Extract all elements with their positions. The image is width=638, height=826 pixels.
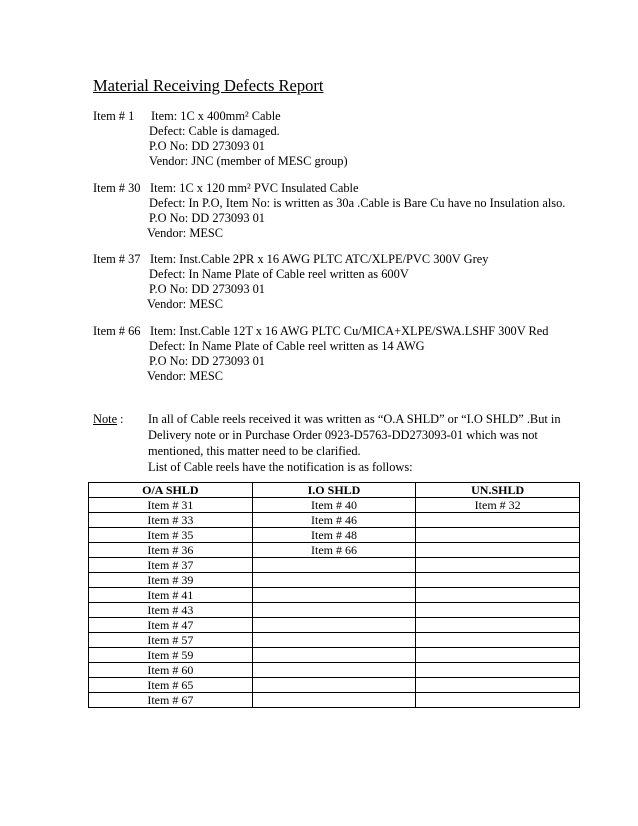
item-defect: Defect: In Name Plate of Cable reel written as 14 AWG: [149, 339, 425, 353]
table-cell: Item # 31: [89, 498, 253, 513]
table-row: [89, 528, 580, 543]
item-number: Item # 30: [93, 181, 141, 195]
table-cell: [416, 558, 580, 573]
page-title: Material Receiving Defects Report: [93, 76, 324, 95]
table-cell: Item # 40: [252, 498, 416, 513]
table-row: [89, 513, 580, 528]
item-po: P.O No: DD 273093 01: [149, 139, 265, 153]
note-line: List of Cable reels have the notification is as follows:: [148, 460, 413, 474]
item-description: Item: Inst.Cable 2PR x 16 AWG PLTC ATC/XLPE/PVC 300V Grey: [150, 252, 489, 266]
table-cell: Item # 37: [89, 558, 253, 573]
table-cell: Item # 46: [252, 513, 416, 528]
table-cell: Item # 60: [89, 663, 253, 678]
item-po: P.O No: DD 273093 01: [149, 354, 265, 368]
note-colon: :: [120, 412, 124, 426]
table-cell: Item # 41: [89, 588, 253, 603]
item-vendor: Vendor: MESC: [147, 369, 224, 383]
table-cell: [252, 648, 416, 663]
table-cell: [416, 603, 580, 618]
table-cell: Item # 39: [89, 573, 253, 588]
table-cell: [416, 588, 580, 603]
table-cell: [252, 693, 416, 708]
item-number: Item # 66: [93, 324, 141, 338]
item-defect: Defect: Cable is damaged.: [149, 124, 280, 138]
table-body: [89, 498, 580, 708]
item-number: Item # 37: [93, 252, 141, 266]
table-row: [89, 603, 580, 618]
table-row: [89, 558, 580, 573]
table-cell: [252, 663, 416, 678]
item-defect: Defect: In P.O, Item No: is written as 30a .Cable is Bare Cu have no Insulation also.: [149, 196, 566, 210]
table-cell: Item # 65: [89, 678, 253, 693]
table-cell: [252, 633, 416, 648]
item-description: Item: 1C x 400mm² Cable: [151, 109, 281, 123]
table-cell: Item # 35: [89, 528, 253, 543]
table-row: [89, 678, 580, 693]
table-cell: Item # 36: [89, 543, 253, 558]
table-cell: Item # 43: [89, 603, 253, 618]
table-row: [89, 618, 580, 633]
table-cell: [252, 603, 416, 618]
table-row: [89, 648, 580, 663]
table-cell: [416, 633, 580, 648]
item-po: P.O No: DD 273093 01: [149, 282, 265, 296]
column-header-oa-shld: O/A SHLD: [89, 483, 253, 498]
item-description: Item: 1C x 120 mm² PVC Insulated Cable: [150, 181, 359, 195]
table-row: [89, 498, 580, 513]
table-cell: Item # 33: [89, 513, 253, 528]
note-text: [148, 411, 588, 475]
note-line: mentioned, this matter need to be clarified.: [148, 444, 361, 458]
table-row: [89, 693, 580, 708]
table-cell: Item # 32: [416, 498, 580, 513]
table-row: [89, 543, 580, 558]
table-cell: Item # 48: [252, 528, 416, 543]
table-cell: [416, 573, 580, 588]
table-cell: Item # 47: [89, 618, 253, 633]
note-line: Delivery note or in Purchase Order 0923-D5763-DD273093-01 which was not: [148, 428, 538, 442]
table-cell: [416, 528, 580, 543]
table-cell: [416, 678, 580, 693]
table-row: [89, 573, 580, 588]
table-cell: [252, 678, 416, 693]
table-cell: [416, 543, 580, 558]
item-number: Item # 1: [93, 109, 135, 123]
item-po: P.O No: DD 273093 01: [149, 211, 265, 225]
note-label: Note: [93, 412, 118, 426]
table-cell: Item # 66: [252, 543, 416, 558]
table-cell: [416, 618, 580, 633]
table-cell: [416, 693, 580, 708]
table-row: [89, 663, 580, 678]
item-defect: Defect: In Name Plate of Cable reel written as 600V: [149, 267, 409, 281]
item-vendor: Vendor: MESC: [147, 297, 224, 311]
table-cell: Item # 59: [89, 648, 253, 663]
item-vendor: Vendor: MESC: [147, 226, 224, 240]
cable-reels-table: [88, 482, 580, 708]
table-cell: [416, 513, 580, 528]
table-cell: [252, 558, 416, 573]
table-cell: Item # 57: [89, 633, 253, 648]
table-cell: [252, 618, 416, 633]
table-cell: [416, 663, 580, 678]
note-line: In all of Cable reels received it was written as “O.A SHLD” or “I.O SHLD” .But in: [148, 412, 561, 426]
table-row: [89, 588, 580, 603]
table-cell: [416, 648, 580, 663]
table-row: [89, 633, 580, 648]
column-header-io-shld: I.O SHLD: [252, 483, 416, 498]
table-cell: [252, 573, 416, 588]
table-header-row: [89, 483, 580, 498]
table-cell: Item # 67: [89, 693, 253, 708]
table-cell: [252, 588, 416, 603]
item-description: Item: Inst.Cable 12T x 16 AWG PLTC Cu/MICA+XLPE/SWA.LSHF 300V Red: [150, 324, 549, 338]
column-header-un-shld: UN.SHLD: [416, 483, 580, 498]
item-vendor: Vendor: JNC (member of MESC group): [149, 154, 348, 168]
